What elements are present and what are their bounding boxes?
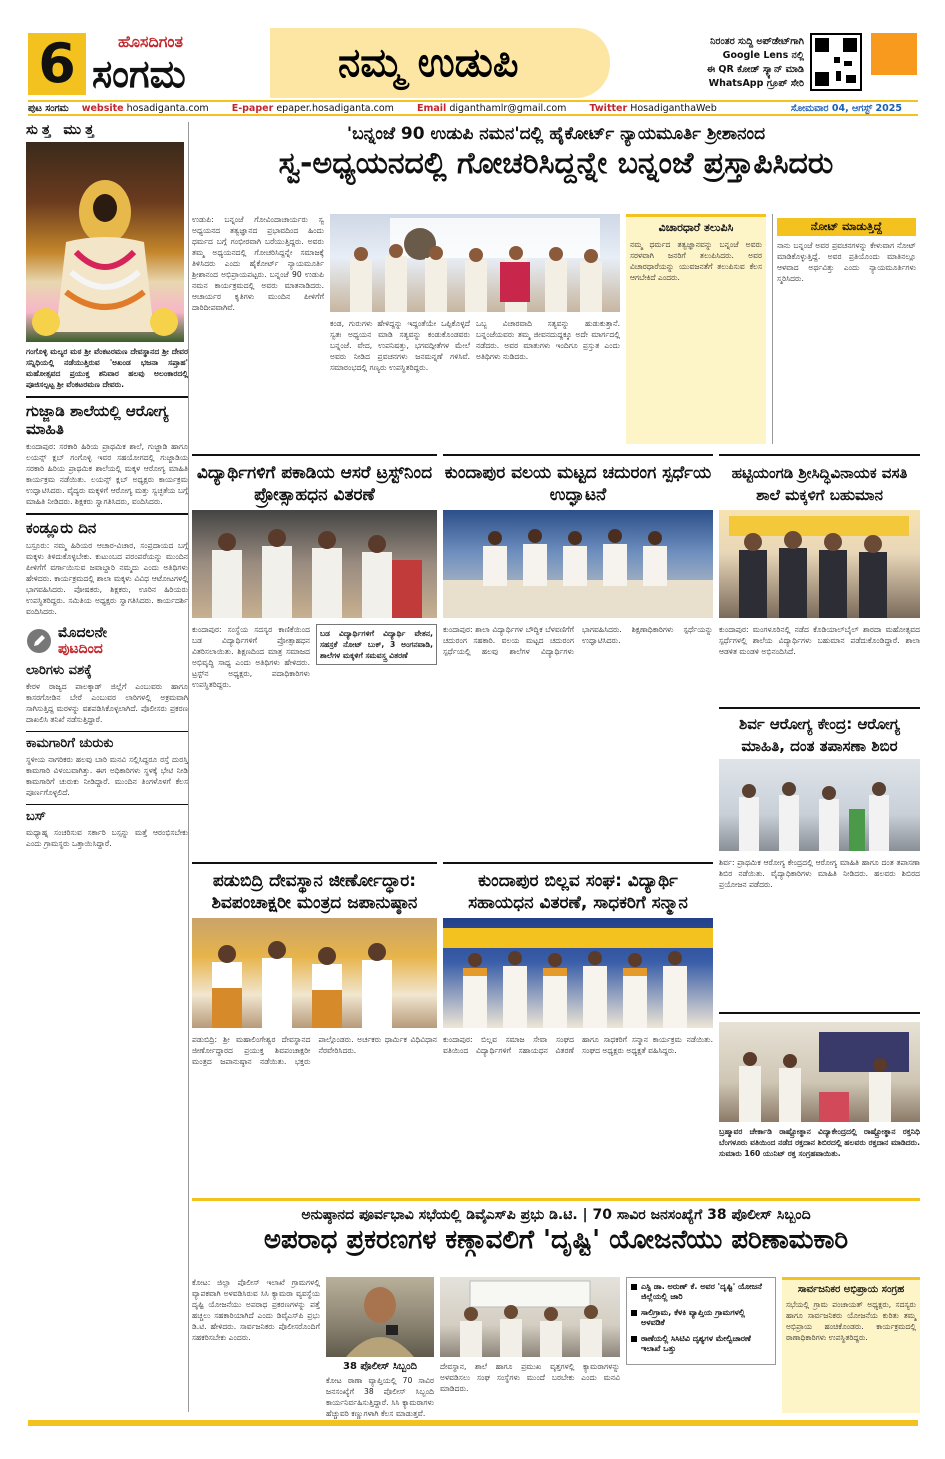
story-body: ಕುಂದಾಪುರ: ಬಿಲ್ಲವ ಸಮಾಜ ಸೇವಾ ಸಂಘದ ವತಿಯಿಂದ ವಿದ್ಯಾರ್ಥಿಗಳಿಗೆ ಸಹಾಯಧನ ವಿತರಣೆ ಹಾಗೂ ಸಾಧಕರಿಗೆ ಸನ್ಮಾನ ಕಾರ್ಯಕ್ರಮ ನಡೆಯಿತು. ಸಂಘದ ಅಧ್ಯಕ್ಷರು ಅಧ್ಯಕ್ಷತೆ ವಹಿಸಿದ್ದರು. (443, 1035, 713, 1055)
website-link[interactable]: website hosadiganta.com (81, 103, 209, 114)
bullet-list (626, 1277, 776, 1365)
info-bar (28, 100, 918, 116)
story-body: ಸ್ಥಳೀಯ ನಾಗರಿಕರು ಹಲವು ಬಾರಿ ಮನವಿ ಸಲ್ಲಿಸಿದ್ದರೂ ರಸ್ತೆ ದುರಸ್ತಿ ಕಾಮಗಾರಿ ವಿಳಂಬವಾಗಿತ್ತು. ಈಗ ಅಧಿಕಾರಿಗಳು ಸ್ಥಳಕ್ಕೆ ಭೇಟಿ ನೀಡಿ ಕಾಮಗಾರಿಗೆ ಚುರುಕು ನೀಡಿದ್ದಾರೆ. ಮುಂದಿನ ತಿಂಗಳೊಳಗೆ ಕೆಲಸ ಪೂರ್ಣಗೊಳ್ಳಲಿದೆ. (26, 755, 188, 797)
deity-photo (26, 142, 184, 342)
blood-camp-photo (719, 1022, 920, 1122)
story-block (443, 454, 713, 854)
page-number: 6 (28, 33, 86, 95)
lead-body: ಒಬ್ಬ ವಿಚಾರವಾದಿ ಸತ್ಯವನ್ನು ಹುಡುಕುತ್ತಾನೆ. ಬನ್ನಂಜೆಯವರು ತಮ್ಮ ಜೀವನದುದ್ದಕ್ಕೂ ಅದೇ ಮಾರ್ಗದಲ್ಲಿ ನಡೆದರು. ಅವರ ಮಾತುಗಳು ಇಂದಿಗೂ ಪ್ರಸ್ತುತ ಎಂದು ಅತಿಥಿಗಳು ನುಡಿದರು. (476, 319, 620, 361)
lead-photo (330, 214, 620, 312)
story-body: ಪಡುಬಿದ್ರಿ: ಶ್ರೀ ಮಹಾಲಿಂಗೇಶ್ವರ ದೇವಸ್ಥಾನದ ಜೀರ್ಣೋದ್ಧಾರದ ಪ್ರಯುಕ್ತ ಶಿವಪಂಚಾಕ್ಷರೀ ಮಂತ್ರದ ಜಪಾನುಷ್ಠಾನ ನಡೆಯಿತು. ಭಕ್ತರು ಪಾಲ್ಗೊಂಡರು. ಅರ್ಚಕರು ಧಾರ್ಮಿಕ ವಿಧಿವಿಧಾನ ನೆರವೇರಿಸಿದರು. (192, 1035, 437, 1066)
brand-small: ಹೊಸದಿಗಂತ (118, 32, 183, 51)
epaper-link[interactable]: E-paper epaper.hosadiganta.com (231, 103, 394, 114)
story-photo (192, 510, 437, 618)
pencil-icon (26, 628, 52, 654)
story-body: ಕುಂದಾಪುರ: ಮಂಗಳೂರಿನಲ್ಲಿ ನಡೆದ ಕೊಡಿಯಾಲ್‌ಬೈಲ್ ಶಾರದಾ ಮಹೋತ್ಸವದ ಸ್ಪರ್ಧೆಗಳಲ್ಲಿ ಶಾಲೆಯ ವಿದ್ಯಾರ್ಥಿಗಳು ಬಹುಮಾನ ಪಡೆದುಕೊಂಡಿದ್ದಾರೆ. ಶಾಲಾ ಆಡಳಿತ ಮಂಡಳಿ ಅಭಿನಂದಿಸಿದೆ. (719, 625, 920, 656)
main-area (192, 122, 920, 1418)
story-title: ಕಂಡ್ಲೂರು ದಿನ (26, 519, 97, 537)
sidebar-box (782, 1277, 920, 1413)
bottom-kicker: ಅನುಷ್ಠಾನದ ಪೂರ್ವಭಾವಿ ಸಭೆಯಲ್ಲಿ ಡಿವೈಎಸ್‌ಪಿ ಪ್ರಭು ಡಿ.ಟಿ. | 70 ಸಾವಿರ ಜನಸಂಖ್ಯೆಗೆ 38 ಪೊಲೀಸ್ ಸಿಬ್ಬಂದಿ (301, 1207, 811, 1223)
story-block (719, 707, 920, 1007)
story-photo (719, 759, 920, 851)
side-box (772, 214, 920, 444)
story-body: ಕುಂದಾಪುರ: ಶಾಲಾ ವಿದ್ಯಾರ್ಥಿಗಳ ಬೌದ್ಧಿಕ ಬೆಳವಣಿಗೆಗೆ ಚದುರಂಗ ಸಹಕಾರಿ. ವಲಯ ಮಟ್ಟದ ಚದುರಂಗ ಸ್ಪರ್ಧೆಯಲ್ಲಿ ಹಲವು ಶಾಲೆಗಳ ವಿದ್ಯಾರ್ಥಿಗಳು ಭಾಗವಹಿಸಿದರು. ಶಿಕ್ಷಣಾಧಿಕಾರಿಗಳು ಸ್ಪರ್ಧೆಯನ್ನು ಉದ್ಘಾಟಿಸಿದರು. (443, 625, 713, 656)
bottom-body: ಕೋಟ: ಜಿಲ್ಲಾ ಪೊಲೀಸ್ ಇಲಾಖೆ ಗ್ರಾಮಗಳಲ್ಲಿ ವ್ಯಾಪಕವಾಗಿ ಅಳವಡಿಸಿರುವ ಸಿಸಿ ಕ್ಯಾಮರಾ ವ್ಯವಸ್ಥೆಯ ದೃಷ್ಟಿ ಯೋಜನೆಯು ಅಪರಾಧ ಪ್ರಕರಣಗಳನ್ನು ಪತ್ತೆ ಹಚ್ಚಲು ಸಹಕಾರಿಯಾಗಿದೆ ಎಂದು ಡಿವೈಎಸ್‌ಪಿ ಪ್ರಭು ಡಿ.ಟಿ. ಹೇಳಿದರು. ಸಾರ್ವಜನಿಕರು ಪೊಲೀಸರೊಂದಿಗೆ ಸಹಕರಿಸಬೇಕು ಎಂದರು. (192, 1278, 320, 1342)
bullet-item: ಠಾಣೆಯಲ್ಲಿ ಸಿಸಿಟಿವಿ ದೃಶ್ಯಗಳ ಮೇಲ್ವಿಚಾರಣೆ ಇಲಾಖೆ ಒತ್ತು (631, 1334, 771, 1354)
story-title: ಪಡುಬಿದ್ರಿ ದೇವಸ್ಥಾನ ಜೀರ್ಣೋದ್ಧಾರ: ಶಿವಪಂಚಾಕ್ಷರೀ ಮಂತ್ರದ ಜಪಾನುಷ್ಠಾನ (211, 871, 418, 913)
story-photo (443, 918, 713, 1028)
email-link[interactable]: Email diganthamlr@gmail.com (416, 103, 567, 114)
story-title: ಲಾರಿಗಳು ವಶಕ್ಕೆ (26, 663, 92, 678)
deity-figure-icon (26, 142, 184, 342)
bottom-story (192, 1198, 920, 1418)
story-block (443, 862, 713, 1192)
lead-story (192, 122, 920, 452)
box-title: ನೋಟ್ ಮಾಡುತ್ತಿದ್ದೆ (777, 218, 916, 236)
promo-line: ಮೊದಲನೇ (58, 625, 107, 641)
story-body: ಕೇರಳ ರಾಜ್ಯದ ಪಾಲಕ್ಕಾಡ್ ಜಿಲ್ಲೆಗೆ ಎಂಬುವರು ಹಾಗೂ ಕಾಸರಗೋಡಿನ ಬೇರೆ ಎಂಬುವರ ಲಾರಿಗಳಲ್ಲಿ ಅಕ್ರಮವಾಗಿ ಸಾಗಿಸುತ್ತಿದ್ದ ಮರಳನ್ನು ವಶಪಡಿಸಿಕೊಳ್ಳಲಾಗಿದೆ. ಪೊಲೀಸರು ಪ್ರಕರಣ ದಾಖಲಿಸಿ ತನಿಖೆ ನಡೆಸುತ್ತಿದ್ದಾರೆ. (26, 682, 188, 724)
story-block (719, 1012, 920, 1192)
story-title: ಹಟ್ಟಿಯಂಗಡಿ ಶ್ರೀಸಿದ್ಧಿವಿನಾಯಕ ವಸತಿ ಶಾಲೆ ಮಕ್ಕಳಿಗೆ ಬಹುಮಾನ (731, 464, 908, 504)
story-title: ಕುಂದಾಪುರ ವಲಯ ಮಟ್ಟದ ಚದುರಂಗ ಸ್ಪರ್ಧೆಯ ಉದ್ಘಾಟನೆ (444, 463, 712, 505)
qr-line: ಈ QR ಕೋಡ್ ಸ್ಕ್ಯಾನ್ ಮಾಡಿ (706, 64, 804, 75)
bottom-headline: ಅಪರಾಧ ಪ್ರಕರಣಗಳ ಕಣ್ಗಾವಲಿಗೆ 'ದೃಷ್ಟಿ' ಯೋಜನೆಯು ಪರಿಣಾಮಕಾರಿ (263, 1225, 849, 1255)
box-body: ನಾನು ಬನ್ನಂಜೆ ಅವರ ಪ್ರವಚನಗಳನ್ನು ಕೇಳುವಾಗ ನೋಟ್ ಮಾಡಿಕೊಳ್ಳುತ್ತಿದ್ದೆ. ಅವರ ಪ್ರತಿಯೊಂದು ಮಾತಿನಲ್ಲೂ ಆಳವಾದ ಅರ್ಥವಿತ್ತು ಎಂದು ನ್ಯಾಯಮೂರ್ತಿಗಳು ಸ್ಮರಿಸಿದರು. (777, 241, 916, 283)
story-photo (192, 918, 437, 1028)
story-body: ಕುಂದಾಪುರ: ಸಂಸ್ಥೆಯ ಸದಸ್ಯರ ಕಾಣಿಕೆಯಿಂದ ಬಡ ವಿದ್ಯಾರ್ಥಿಗಳಿಗೆ ಪ್ರೋತ್ಸಾಹಧನ ವಿತರಿಸಲಾಯಿತು. ಶಿಕ್ಷಣದಿಂದ ಮಾತ್ರ ಸಮಾಜದ ಅಭಿವೃದ್ಧಿ ಸಾಧ್ಯ ಎಂದು ಅತಿಥಿಗಳು ಹೇಳಿದರು. ಟ್ರಸ್ಟ್‌ನ ಅಧ್ಯಕ್ಷರು, ಪದಾಧಿಕಾರಿಗಳು ಉಪಸ್ಥಿತರಿದ್ದರು. (192, 625, 310, 689)
story-title: ಗುಜ್ಜಾಡಿ ಶಾಲೆಯಲ್ಲಿ ಆರೋಗ್ಯ ಮಾಹಿತಿ (26, 402, 169, 438)
story-block (192, 454, 437, 854)
qr-line: Google Lens ನಲ್ಲಿ (722, 50, 804, 61)
lead-kicker: 'ಬನ್ನಂಜೆ 90 ಉಡುಪಿ ನಮನ'ದಲ್ಲಿ ಹೈಕೋರ್ಟ್ ನ್ಯಾಯಮೂರ್ತಿ ಶ್ರೀಶಾನಂದ (346, 124, 766, 144)
story-title: ವಿದ್ಯಾರ್ಥಿಗಳಿಗೆ ಪಕಾಡಿಯ ಆಸರೆ ಟ್ರಸ್ಟ್‌ನಿಂದ ಪ್ರೋತ್ಸಾಹಧನ ವಿತರಣೆ (196, 463, 433, 505)
qr-line: ನಿರಂತರ ಸುದ್ದಿ ಅಪ್‌ಡೇಟ್‌ಗಾಗಿ (710, 36, 804, 47)
story-title: ಶಿರ್ವ ಆರೋಗ್ಯ ಕೇಂದ್ರ: ಆರೋಗ್ಯ ಮಾಹಿತಿ, ದಂತ ತಪಾಸಣಾ ಶಿಬಿರ (739, 715, 900, 755)
box-title: ವಿಚಾರಧಾರೆ ತಲುಪಿಸಿ (658, 221, 734, 234)
story-body: ಶಿರ್ವ: ಪ್ರಾಥಮಿಕ ಆರೋಗ್ಯ ಕೇಂದ್ರದಲ್ಲಿ ಆರೋಗ್ಯ ಮಾಹಿತಿ ಹಾಗೂ ದಂತ ತಪಾಸಣಾ ಶಿಬಿರ ನಡೆಯಿತು. ವೈದ್ಯಾಧಿಕಾರಿಗಳು ಮಾಹಿತಿ ನೀಡಿದರು. ಹಲವರು ಶಿಬಿರದ ಪ್ರಯೋಜನ ಪಡೆದರು. (719, 858, 920, 889)
photo-caption: ಗಂಗೊಳ್ಳಿ ಮಲ್ಯರ ಮಠ ಶ್ರೀ ವೆಂಕಟರಮಣ ದೇವಸ್ಥಾನದ ಶ್ರೀ ದೇವರ ಸನ್ನಿಧಿಯಲ್ಲಿ ನಡೆಯುತ್ತಿರುವ 'ಅಖಂಡ ಭಜನಾ ಸಪ್ತಾಹ' ಮಹೋತ್ಸವದ ಪ್ರಯುಕ್ತ ಶನಿವಾರ ಹಲವು ಅಲಂಕಾರದಲ್ಲಿ ಪೂಜಿಸಲ್ಪಟ್ಟ ಶ್ರೀ ವೆಂಕಟರಮಣ ದೇವರು. (26, 347, 188, 389)
story-block (192, 862, 437, 1192)
left-column (26, 122, 189, 1412)
story-block (719, 454, 920, 704)
section-name: ಪುಟ ಸಂಗಮ (28, 103, 69, 114)
promo-banner (26, 625, 188, 657)
brand-logo: ಸಂಗಮ (92, 52, 186, 96)
promo-line: ಪುಟದಿಂದ (58, 641, 103, 657)
bottom-sub: 38 ಪೊಲೀಸ್ ಸಿಬ್ಬಂದಿ (343, 1361, 417, 1372)
qr-code-icon[interactable] (810, 33, 862, 91)
bullet-item: ಎಸ್ಪಿ ಡಾ. ಅರುಣ್ ಕೆ. ಅವರ 'ದೃಷ್ಟಿ' ಯೋಜನೆ ಜಿಲ್ಲೆಯಲ್ಲಿ ಜಾರಿ (631, 1282, 771, 1302)
meeting-photo (440, 1277, 620, 1357)
story-title: ಕಾಮಗಾರಿಗೆ ಚುರುಕು (26, 736, 114, 751)
page-title: ನಮ್ಮ ಉಡುಪಿ (338, 40, 519, 86)
lead-headline: ಸ್ವ-ಅಧ್ಯಯನದಲ್ಲಿ ಗೋಚರಿಸಿದ್ದನ್ನೇ ಬನ್ನಂಜೆ ಪ್ರಸ್ತಾಪಿಸಿದರು (278, 146, 834, 181)
story-title: ಬಸ್ (26, 809, 46, 824)
box-title: ಸಾರ್ವಜನಿಕರ ಅಭಿಪ್ರಾಯ ಸಂಗ್ರಹ (797, 1284, 905, 1295)
story-photo (443, 510, 713, 618)
lead-body: ಉಡುಪಿ: ಬನ್ನಂಜೆ ಗೋವಿಂದಾಚಾರ್ಯರು ಸ್ವ ಅಧ್ಯಯನದ ತತ್ವಜ್ಞಾನದ ಪ್ರಭಾವದಿಂದ ಹಿಂದು ಧರ್ಮದ ಬಗ್ಗೆ ಗಂಭೀರವಾಗಿ ಬರೆಯುತ್ತಿದ್ದರು. ಅವರು ತಮ್ಮ ಅಧ್ಯಯನದಲ್ಲಿ ಗೋಚರಿಸಿದ್ದನ್ನೇ ಸಮಾಜಕ್ಕೆ ತಿಳಿಸಿದರು ಎಂದು ಹೈಕೋರ್ಟ್ ನ್ಯಾಯಮೂರ್ತಿ ಶ್ರೀಶಾನಂದ ಅಭಿಪ್ರಾಯಪಟ್ಟರು. ಬನ್ನಂಜೆ 90 ಉಡುಪಿ ನಮನ ಕಾರ್ಯಕ್ರಮದಲ್ಲಿ ಅವರು ಮಾತನಾಡಿದರು. ಆಚಾರ್ಯರ ಕೃತಿಗಳು ಮುಂದಿನ ಪೀಳಿಗೆಗೆ ದಾರಿದೀಪವಾಗಿವೆ. (192, 215, 324, 312)
bullet-item: ಸಾಲಿಗ್ರಾಮ, ಕೆಳಕಿ ವ್ಯಾಪ್ತಿಯ ಗ್ರಾಮಗಳಲ್ಲಿ ಅಳವಡಿಕೆ (631, 1308, 771, 1328)
bottom-body: ದೇವಸ್ಥಾನ, ಶಾಲೆ ಹಾಗೂ ಪ್ರಮುಖ ವೃತ್ತಗಳಲ್ಲಿ ಕ್ಯಾಮರಾಗಳನ್ನು ಅಳವಡಿಸಲು ಸಂಘ ಸಂಸ್ಥೆಗಳು ಮುಂದೆ ಬರಬೇಕು ಎಂದು ಮನವಿ ಮಾಡಿದರು. (440, 1362, 620, 1393)
story-photo (719, 510, 920, 618)
officer-photo (326, 1277, 434, 1357)
masthead (0, 0, 945, 100)
qr-instructions (676, 35, 804, 91)
story-body: ಮಧ್ಯಾಹ್ನ ಸಂಚರಿಸುವ ಸರ್ಕಾರಿ ಬಸ್ಸನ್ನು ಮತ್ತೆ ಆರಂಭಿಸಬೇಕು ಎಂದು ಗ್ರಾಮಸ್ಥರು ಒತ್ತಾಯಿಸಿದ್ದಾರೆ. (26, 828, 188, 848)
story-inset: ಬಡ ವಿದ್ಯಾರ್ಥಿಗಳಿಗೆ ವಿದ್ಯಾರ್ಥಿ ವೇತನ, ಸಹಸ್ರಕೆ ನೋಟ್ ಬುಕ್, 3 ಅಂಗನವಾಡಿ, ಶಾಲೆಗಳ ಮಕ್ಕಳಿಗೆ ಸಮವಸ್ತ್ರ ವಿತರಣೆ (316, 624, 437, 665)
lead-body: ಕಂಡ, ಗುರುಗಳು ಹೇಳಿದ್ದನ್ನು ಇದ್ದಂತೆಯೇ ಒಪ್ಪಿಕೊಳ್ಳದೆ ಸ್ವತಃ ಅಧ್ಯಯನ ಮಾಡಿ ಸತ್ಯವನ್ನು ಕಂಡುಕೊಂಡವರು ಬನ್ನಂಜೆ. ವೇದ, ಉಪನಿಷತ್ತು, ಭಗವದ್ಗೀತೆಗಳ ಮೇಲೆ ಅವರು ನೀಡಿದ ಪ್ರವಚನಗಳು ಜನಮನ್ನಣೆ ಗಳಿಸಿವೆ. ಸಮಾರಂಭದಲ್ಲಿ ಗಣ್ಯರು ಉಪಸ್ಥಿತರಿದ್ದರು. (330, 319, 470, 372)
box-body: ಸಭೆಯಲ್ಲಿ ಗ್ರಾಮ ಪಂಚಾಯತ್ ಅಧ್ಯಕ್ಷರು, ಸದಸ್ಯರು ಹಾಗೂ ಸಾರ್ವಜನಿಕರು ಯೋಜನೆಯ ಕುರಿತು ತಮ್ಮ ಅಭಿಪ್ರಾಯ ಹಂಚಿಕೊಂಡರು. ಕಾರ್ಯಕ್ರಮದಲ್ಲಿ ಠಾಣಾಧಿಕಾರಿಗಳು ಉಪಸ್ಥಿತರಿದ್ದರು. (786, 1300, 916, 1342)
column-title: ಸುತ್ತ ಮುತ್ತ (26, 122, 98, 138)
bottom-body: ಕೋಟ ಠಾಣಾ ವ್ಯಾಪ್ತಿಯಲ್ಲಿ 70 ಸಾವಿರ ಜನಸಂಖ್ಯೆಗೆ 38 ಪೊಲೀಸ್ ಸಿಬ್ಬಂದಿ ಕಾರ್ಯನಿರ್ವಹಿಸುತ್ತಿದ್ದಾರೆ. ಸಿಸಿ ಕ್ಯಾಮರಾಗಳು ಹೆಚ್ಚುವರಿ ಕಣ್ಣುಗಳಾಗಿ ಕೆಲಸ ಮಾಡುತ್ತವೆ. (326, 1376, 434, 1418)
corner-block (871, 33, 917, 75)
footer-rule (28, 1420, 918, 1426)
qr-line: WhatsApp ಗ್ರೂಪ್ ಸೇರಿ (708, 78, 804, 89)
twitter-link[interactable]: Twitter HosadiganthaWeb (589, 103, 717, 114)
issue-date: ಸೋಮವಾರ 04, ಆಗಸ್ಟ್ 2025 (790, 103, 902, 114)
box-body: ನಮ್ಮ ಧರ್ಮದ ತತ್ವಜ್ಞಾನವನ್ನು ಬನ್ನಂಜೆ ಅವರು ಸರಳವಾಗಿ ಜನರಿಗೆ ತಲುಪಿಸಿದರು. ಅವರ ವಿಚಾರಧಾರೆಯನ್ನು ಯುವಜನತೆಗೆ ತಲುಪಿಸುವ ಕೆಲಸ ಆಗಬೇಕಿದೆ ಎಂದರು. (630, 240, 762, 282)
story-title: ಕುಂದಾಪುರ ಬಿಲ್ಲವ ಸಂಘ: ವಿದ್ಯಾರ್ಥಿ ಸಹಾಯಧನ ವಿತರಣೆ, ಸಾಧಕರಿಗೆ ಸನ್ಮಾನ (468, 871, 688, 913)
photo-caption: ಬ್ರಹ್ಮಾವರ ಚೇರ್ಕಾಡಿ ರಾಷ್ಟ್ರೋತ್ಥಾನ ವಿದ್ಯಾಕೇಂದ್ರದಲ್ಲಿ ರಾಷ್ಟ್ರೋತ್ಥಾನ ರಕ್ತನಿಧಿ ಬೆಂಗಳೂರು ವತಿಯಿಂದ ನಡೆದ ರಕ್ತದಾನ ಶಿಬಿರದಲ್ಲಿ ಹಲವರು ರಕ್ತದಾನ ಮಾಡಿದರು. ಸುಮಾರು 160 ಯುನಿಟ್ ರಕ್ತ ಸಂಗ್ರಹವಾಯಿತು. (719, 1127, 920, 1158)
story-body: ಬಸ್ರೂರು: ನಮ್ಮ ಹಿರಿಯರ ಆಚಾರ-ವಿಚಾರ, ಸಂಪ್ರದಾಯದ ಬಗ್ಗೆ ಮಕ್ಕಳು ತಿಳಿದುಕೊಳ್ಳಬೇಕು. ಕುಟುಂಬದ ಪರಂಪರೆಯನ್ನು ಮುಂದಿನ ಪೀಳಿಗೆಗೆ ವರ್ಗಾಯಿಸುವ ಜವಾಬ್ದಾರಿ ನಮ್ಮದು ಎಂದು ಅತಿಥಿಗಳು ಹೇಳಿದರು. ಕಾರ್ಯಕ್ರಮದಲ್ಲಿ ಶಾಲಾ ಮಕ್ಕಳು ವಿವಿಧ ಆಟೋಟಗಳಲ್ಲಿ ಭಾಗವಹಿಸಿದರು. ಪೋಷಕರು, ಶಿಕ್ಷಕರು, ಊರಿನ ಹಿರಿಯರು ಉಪಸ್ಥಿತರಿದ್ದರು. ಸಮಿತಿಯ ಅಧ್ಯಕ್ಷರು ಸ್ವಾಗತಿಸಿದರು. ಕಾರ್ಯದರ್ಶಿ ವಂದಿಸಿದರು. (26, 541, 188, 616)
sidebar-box (626, 214, 766, 444)
story-body: ಕುಂದಾಪುರ: ಸರಕಾರಿ ಹಿರಿಯ ಪ್ರಾಥಮಿಕ ಶಾಲೆ, ಗುಜ್ಜಾಡಿ ಹಾಗೂ ಲಯನ್ಸ್ ಕ್ಲಬ್ ಗಂಗೊಳ್ಳಿ ಇವರ ಸಹಯೋಗದಲ್ಲಿ ಗುಜ್ಜಾಡಿಯ ಸರಕಾರಿ ಹಿರಿಯ ಪ್ರಾಥಮಿಕ ಶಾಲೆಯಲ್ಲಿ ಮಕ್ಕಳ ಆರೋಗ್ಯ ಮಾಹಿತಿ ಕಾರ್ಯಕ್ರಮ ನಡೆಯಿತು. ಲಯನ್ಸ್ ಕ್ಲಬ್ ಅಧ್ಯಕ್ಷರು ಕಾರ್ಯಕ್ರಮ ಉದ್ಘಾಟಿಸಿದರು. ವೈದ್ಯರು ಮಕ್ಕಳಿಗೆ ಆರೋಗ್ಯ ಮತ್ತು ಸ್ವಚ್ಛತೆಯ ಬಗ್ಗೆ ಮಾಹಿತಿ ನೀಡಿದರು. ಶಿಕ್ಷಕರು ಸ್ವಾಗತಿಸಿದರು, ವಂದಿಸಿದರು. (26, 442, 188, 506)
